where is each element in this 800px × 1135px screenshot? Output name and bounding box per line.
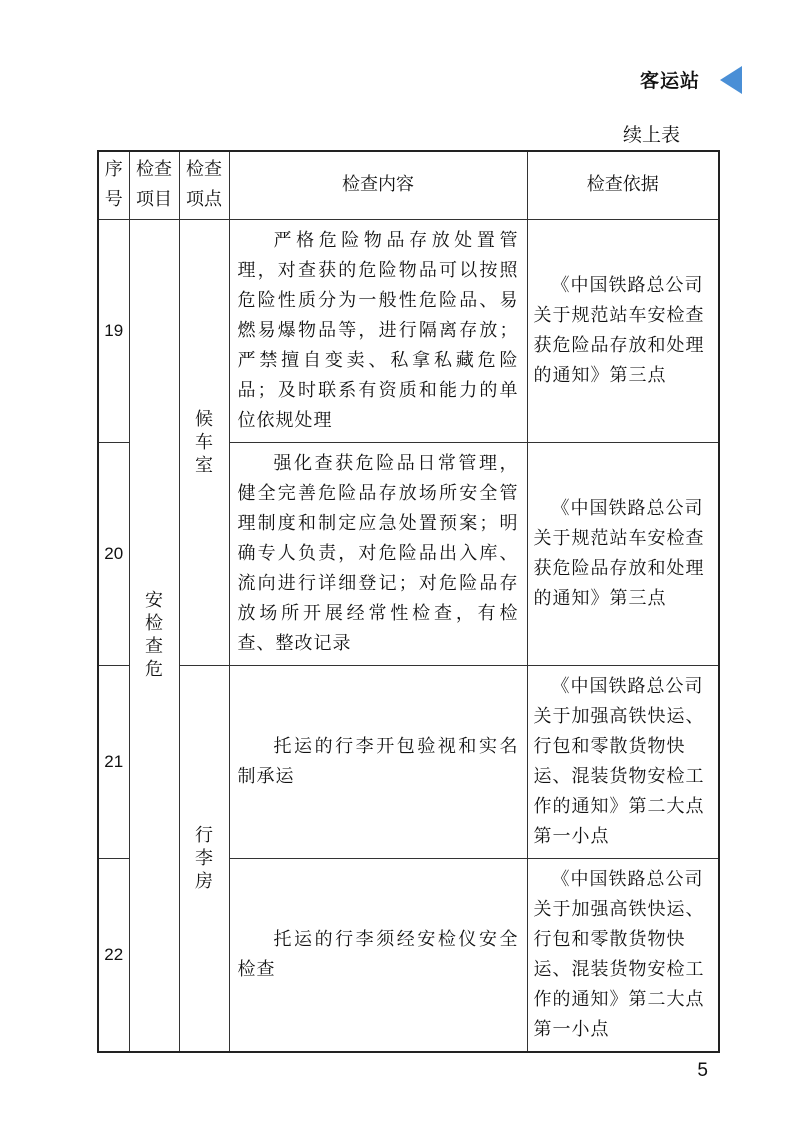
section-marker-triangle-icon [720, 66, 742, 94]
row-content: 托运的行李须经安检仪安全检查 [229, 858, 527, 1052]
table-row [98, 219, 719, 442]
row-seq: 21 [98, 665, 129, 858]
table-header-row [98, 151, 719, 219]
point-label: 行李房 [195, 824, 213, 892]
continued-label: 续上表 [622, 124, 680, 146]
category-cell [129, 219, 179, 1052]
header-basis: 检查依据 [527, 151, 719, 219]
header-seq: 序 号 [98, 151, 129, 219]
category-label: 安检查危 [145, 590, 163, 680]
row-seq: 19 [98, 219, 129, 442]
row-basis: 《中国铁路总公司关于规范站车安检查获危险品存放和处理的通知》第三点 [527, 442, 719, 665]
row-content: 严格危险物品存放处置管理，对查获的危险物品可以按照危险性质分为一般性危险品、易燃易爆物品等，进行隔离存放；严禁擅自变卖、私拿私藏危险品；及时联系有资质和能力的单位依规处理 [229, 219, 527, 442]
point-label: 候车室 [195, 408, 213, 476]
row-basis: 《中国铁路总公司关于加强高铁快运、行包和零散货物快运、混装货物安检工作的通知》第二大点第一小点 [527, 665, 719, 858]
point-cell-baggage-room [179, 665, 229, 1052]
row-basis: 《中国铁路总公司关于规范站车安检查获危险品存放和处理的通知》第三点 [527, 219, 719, 442]
page-number: 5 [697, 1060, 708, 1081]
header-content: 检查内容 [229, 151, 527, 219]
section-title: 客运站 [639, 70, 700, 92]
header-point: 检查 项点 [179, 151, 229, 219]
row-seq: 22 [98, 858, 129, 1052]
header-item: 检查 项目 [129, 151, 179, 219]
table-row [98, 665, 719, 858]
row-seq: 20 [98, 442, 129, 665]
inspection-table [97, 150, 720, 1053]
row-basis: 《中国铁路总公司关于加强高铁快运、行包和零散货物快运、混装货物安检工作的通知》第二大点第一小点 [527, 858, 719, 1052]
point-cell-waiting-room [179, 219, 229, 665]
row-content: 强化查获危险品日常管理，健全完善危险品存放场所安全管理制度和制定应急处置预案；明确专人负责，对危险品出入库、流向进行详细登记；对危险品存放场所开展经常性检查，有检查、整改记录 [229, 442, 527, 665]
row-content: 托运的行李开包验视和实名制承运 [229, 665, 527, 858]
